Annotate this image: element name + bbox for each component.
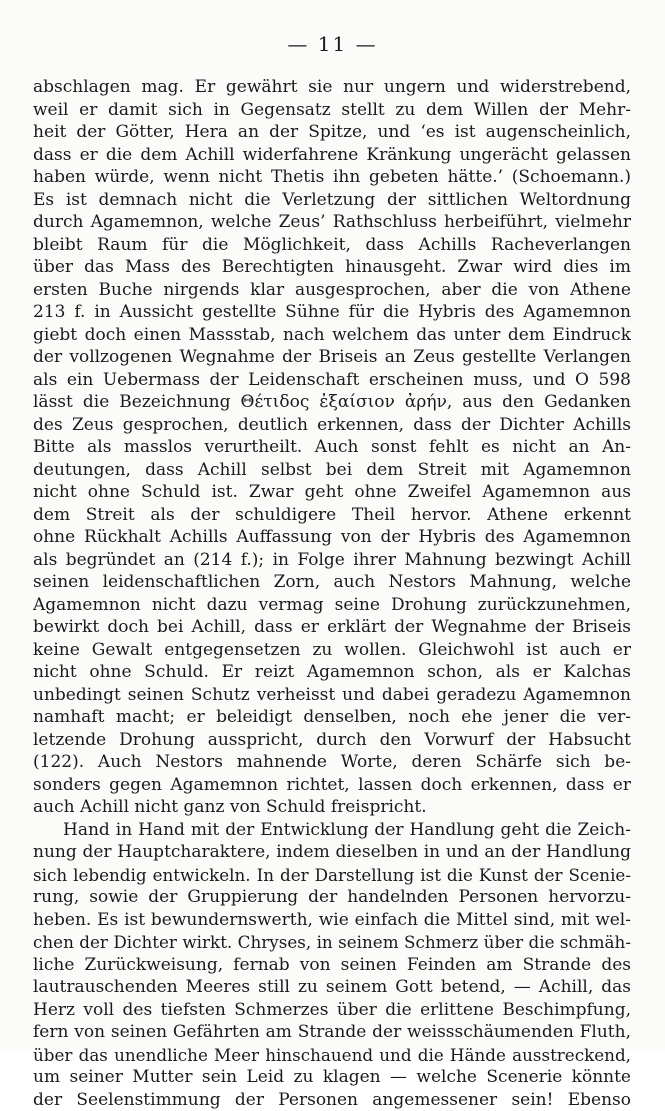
text-line: weil er damit sich in Gegensatz stellt zu dem Willen der Mehr- xyxy=(33,99,631,122)
text-line: sich lebendig entwickeln. In der Darstellung ist die Kunst der Scenie- xyxy=(33,864,631,887)
text-line: Es ist demnach nicht die Verletzung der sittlichen Weltordnung xyxy=(33,189,631,212)
text-line: Agamemnon nicht dazu vermag seine Drohung zurückzunehmen, xyxy=(33,594,631,617)
text-line: namhaft macht; er beleidigt denselben, noch ehe jener die ver- xyxy=(33,706,631,729)
text-line: der vollzogenen Wegnahme der Briseis an Zeus gestellte Verlangen xyxy=(33,346,631,369)
text-line: liche Zurückweisung, fernab von seinen Feinden am Strande des xyxy=(33,954,631,977)
text-line: sonders gegen Agamemnon richtet, lassen doch erkennen, dass er xyxy=(33,774,631,797)
text-line: dass er die dem Achill widerfahrene Kränkung ungerächt gelassen xyxy=(33,144,631,167)
text-line: lässt die Bezeichnung Θέτιδος ἐξαίσιον ἀρήν, aus den Gedanken xyxy=(33,391,631,414)
text-line: 213 f. in Aussicht gestellte Sühne für die Hybris des Agamemnon xyxy=(33,301,631,324)
text-line: über das Mass des Berechtigten hinausgeht. Zwar wird dies im xyxy=(33,256,631,279)
text-line: als begründet an (214 f.); in Folge ihrer Mahnung bezwingt Achill xyxy=(33,549,631,572)
text-line: ersten Buche nirgends klar ausgesprochen, aber die von Athene xyxy=(33,279,631,302)
text-line: über das unendliche Meer hinschauend und die Hände ausstreckend, xyxy=(33,1044,631,1067)
text-line: durch Agamemnon, welche Zeus’ Rathschluss herbeiführt, vielmehr xyxy=(33,211,631,234)
text-line: dem Streit als der schuldigere Theil hervor. Athene erkennt xyxy=(33,504,631,527)
text-line: deutungen, dass Achill selbst bei dem Streit mit Agamemnon xyxy=(33,459,631,482)
text-line: Herz voll des tiefsten Schmerzes über die erlittene Beschimpfung, xyxy=(33,999,631,1022)
text-line: unbedingt seinen Schutz verheisst und dabei geradezu Agamemnon xyxy=(33,684,631,707)
text-line: keine Gewalt entgegensetzen zu wollen. Gleichwohl ist auch er xyxy=(33,639,631,662)
text-line: Hand in Hand mit der Entwicklung der Handlung geht die Zeich- xyxy=(33,819,631,842)
text-line: auch Achill nicht ganz von Schuld freispricht. xyxy=(33,796,631,819)
text-line: bleibt Raum für die Möglichkeit, dass Achills Racheverlangen xyxy=(33,234,631,257)
text-line: ohne Rückhalt Achills Auffassung von der Hybris des Agamemnon xyxy=(33,526,631,549)
text-line: als ein Uebermass der Leidenschaft erscheinen muss, und O 598 xyxy=(33,369,631,392)
page-number: — 11 — xyxy=(0,32,665,56)
text-line: des Zeus gesprochen, deutlich erkennen, dass der Dichter Achills xyxy=(33,414,631,437)
text-line: nicht ohne Schuld ist. Zwar geht ohne Zweifel Agamemnon aus xyxy=(33,481,631,504)
text-line: bewirkt doch bei Achill, dass er erklärt der Wegnahme der Briseis xyxy=(33,616,631,639)
text-line: seinen leidenschaftlichen Zorn, auch Nestors Mahnung, welche xyxy=(33,571,631,594)
text-line: abschlagen mag. Er gewährt sie nur ungern und widerstrebend, xyxy=(33,76,631,99)
text-line: chen der Dichter wirkt. Chryses, in seinem Schmerz über die schmäh- xyxy=(33,931,631,954)
text-line: lautrauschenden Meeres still zu seinem Gott betend, — Achill, das xyxy=(33,976,631,999)
text-line: nung der Hauptcharaktere, indem dieselben in und an der Handlung xyxy=(33,841,631,864)
text-line: der Seelenstimmung der Personen angemessener sein! Ebenso xyxy=(33,1089,631,1111)
text-line: haben würde, wenn nicht Thetis ihn gebeten hätte.’ (Schoemann.) xyxy=(33,166,631,189)
text-line: giebt doch einen Massstab, nach welchem das unter dem Eindruck xyxy=(33,324,631,347)
text-line: um seiner Mutter sein Leid zu klagen — welche Scenerie könnte xyxy=(33,1066,631,1089)
text-line: (122). Auch Nestors mahnende Worte, deren Schärfe sich be- xyxy=(33,751,631,774)
text-line: Bitte als masslos verurtheilt. Auch sonst fehlt es nicht an An- xyxy=(33,436,631,459)
text-line: heit der Götter, Hera an der Spitze, und ‘es ist augenscheinlich, xyxy=(33,121,631,144)
paragraph-2 xyxy=(33,819,631,1111)
text-line: letzende Drohung ausspricht, durch den Vorwurf der Habsucht xyxy=(33,729,631,752)
paragraph-1 xyxy=(33,76,631,819)
text-line: fern von seinen Gefährten am Strande der weissschäumenden Fluth, xyxy=(33,1021,631,1044)
body-text xyxy=(33,76,631,1111)
text-line: nicht ohne Schuld. Er reizt Agamemnon schon, als er Kalchas xyxy=(33,661,631,684)
text-line: heben. Es ist bewundernswerth, wie einfach die Mittel sind, mit wel- xyxy=(33,909,631,932)
text-line: rung, sowie der Gruppierung der handelnden Personen hervorzu- xyxy=(33,886,631,909)
